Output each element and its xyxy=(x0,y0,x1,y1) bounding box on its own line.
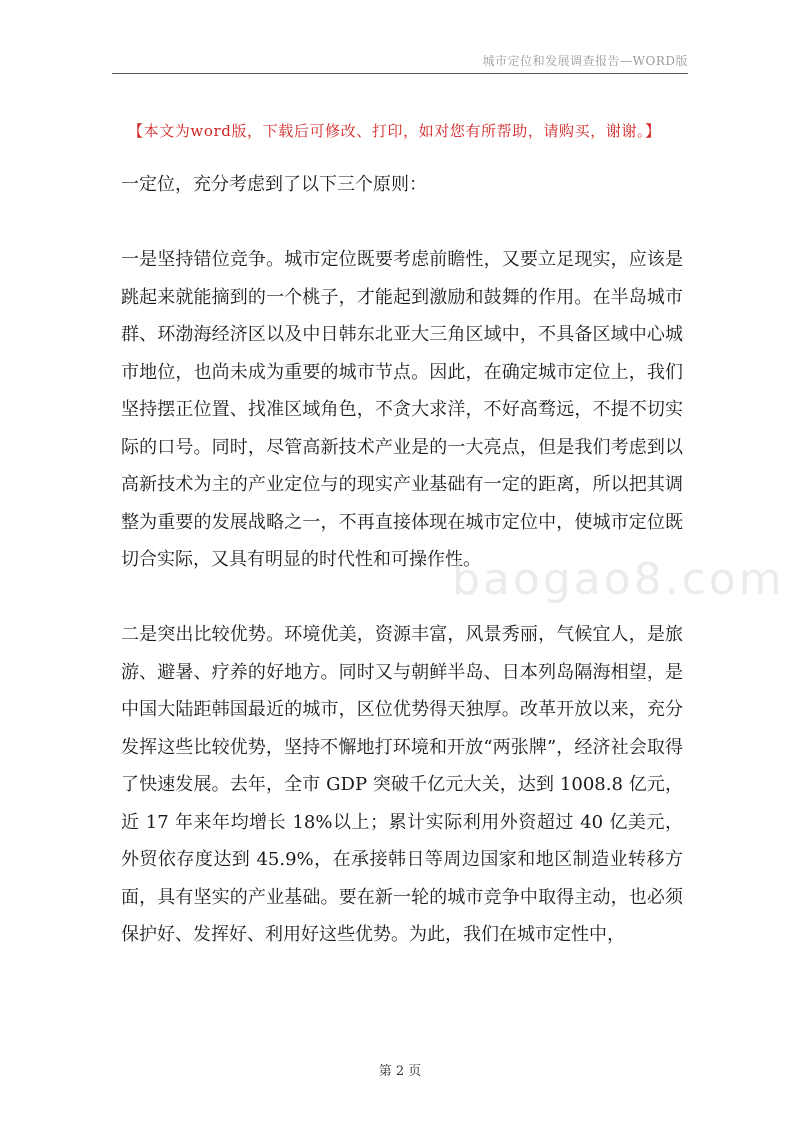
paragraph-gap xyxy=(121,204,683,242)
download-notice: 【本文为word版，下载后可修改、打印，如对您有所帮助，请购买，谢谢。】 xyxy=(128,122,661,140)
paragraph-gap xyxy=(121,579,683,617)
page-number: 第 2 页 xyxy=(378,1064,422,1079)
watermark: baogao8.com xyxy=(452,554,785,605)
intro-paragraph: 一定位，充分考虑到了以下三个原则： xyxy=(121,174,427,195)
page-header: 城市定位和发展调查报告—WORD版 xyxy=(482,54,688,68)
document-body xyxy=(121,166,683,954)
principle-two-paragraph: 二是突出比较优势。环境优美，资源丰富，风景秀丽，气候宜人，是旅游、避暑、疗养的好地方。同时又与朝鲜半岛、日本列岛隔海相望，是中国大陆距韩国最近的城市，区位优势得天独厚。改革开放以来，充分发挥这些比较优势，坚持不懈地打环境和开放“两张牌”，经济社会取得了快速发展。去年，全市 GDP 突破千亿元大关，达到 1008.8 亿元，近 17 年来年均增长 18%以上；累计实际利用外资超过 40 亿美元，外贸依存度达到 45.9%，在承接韩日等周边国家和地区制造业转移方面，具有坚实的产业基础。要在新一轮的城市竞争中取得主动，也必须保护好、发挥好、利用好这些优势。为此，我们在城市定性中， xyxy=(121,624,683,945)
principle-one-paragraph: 一是坚持错位竞争。城市定位既要考虑前瞻性，又要立足现实，应该是跳起来就能摘到的一个桃子，才能起到激励和鼓舞的作用。在半岛城市群、环渤海经济区以及中日韩东北亚大三角区域中，不具备区域中心城市地位，也尚未成为重要的城市节点。因此，在确定城市定位上，我们坚持摆正位置、找准区域角色，不贪大求洋，不好高骛远，不提不切实际的口号。同时，尽管高新技术产业是的一大亮点，但是我们考虑到以高新技术为主的产业定位与的现实产业基础有一定的距离，所以把其调整为重要的发展战略之一，不再直接体现在城市定位中，使城市定位既切合实际，又具有明显的时代性和可操作性。 xyxy=(121,249,683,570)
header-divider xyxy=(112,73,688,74)
